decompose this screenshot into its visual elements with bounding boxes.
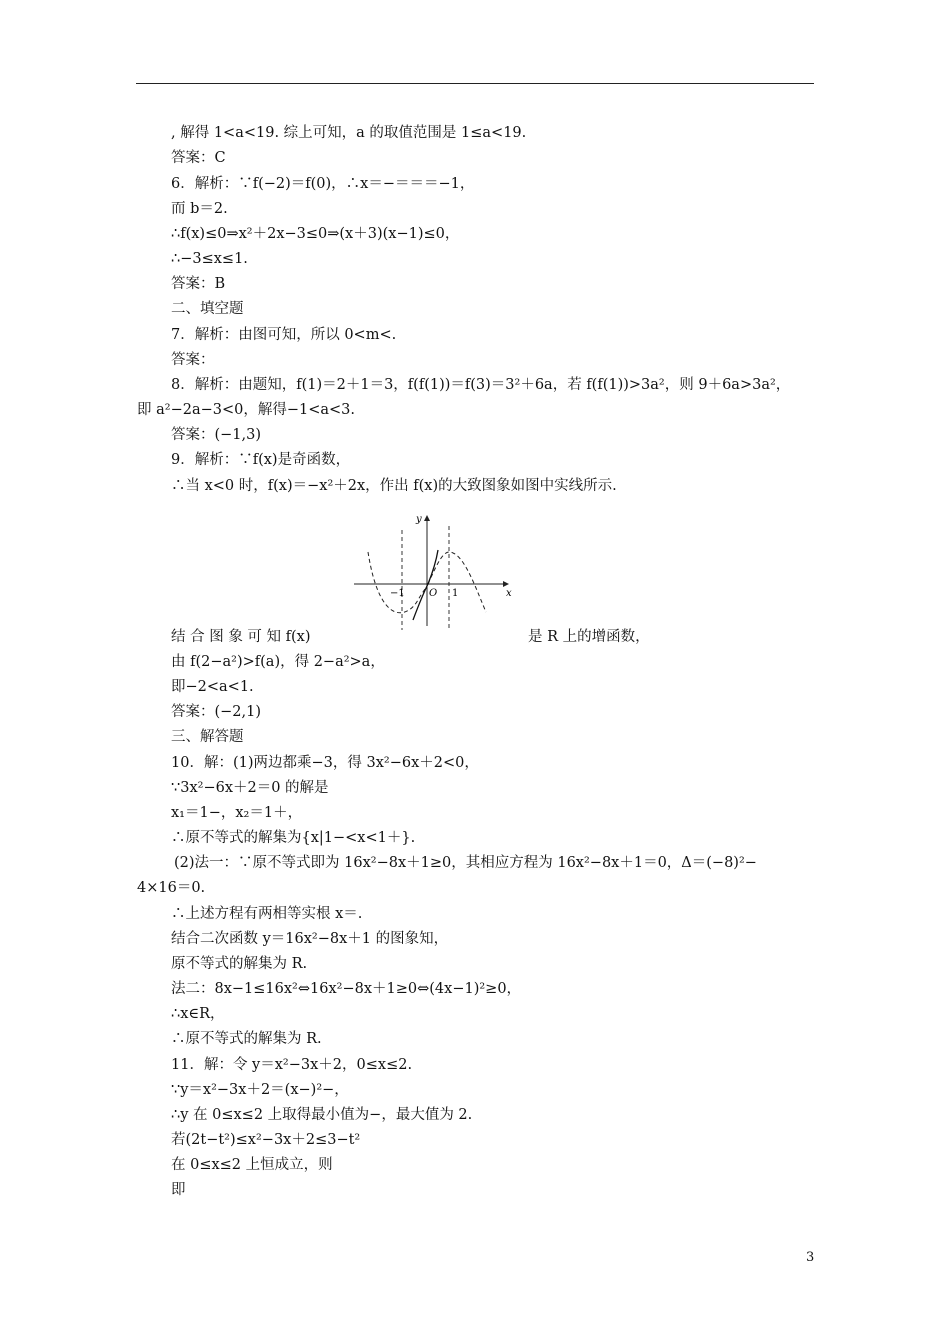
text-line: 即 a²−2a−3<0，解得−1<a<3. [137, 402, 355, 418]
y-axis-label: y [416, 514, 422, 525]
tick-label-pos1: 1 [452, 588, 459, 599]
text-line: ∴y 在 0≤x≤2 上取得最小值为−，最大值为 2. [171, 1107, 473, 1123]
text-line: 在 0≤x≤2 上恒成立，则 [171, 1157, 333, 1173]
header-rule [136, 83, 814, 84]
text-line: 6．解析：∵f(−2)＝f(0)，∴x＝−＝＝＝−1， [171, 176, 475, 192]
text-line: 结合二次函数 y＝16x²−8x＋1 的图象知， [171, 931, 449, 947]
text-line: 即 [171, 1182, 186, 1198]
text-line: ∴原不等式的解集为{x|1−<x<1＋}. [171, 830, 416, 846]
text-line: 法二：8x−1≤16x²⇔16x²−8x＋1≥0⇔(4x−1)²≥0， [171, 981, 522, 997]
text-line: ∵3x²−6x＋2＝0 的解是 [171, 780, 329, 796]
text-line: 7．解析：由图可知，所以 0<m<. [171, 327, 397, 343]
text-line: x₁＝1−，x₂＝1＋， [171, 805, 303, 821]
text-line: 4×16＝0. [137, 880, 206, 896]
text-line: ∴原不等式的解集为 R. [171, 1031, 322, 1047]
text-line: ∵y＝x²−3x＋2＝(x−)²−， [171, 1082, 349, 1098]
text-line: ∴当 x<0 时，f(x)＝−x²＋2x，作出 f(x)的大致图象如图中实线所示. [171, 478, 617, 494]
text-line: 10．解：(1)两边都乘−3，得 3x²−6x＋2<0， [171, 755, 479, 771]
dashed-curve-right [428, 552, 486, 612]
text-line: 结 合 图 象 可 知 f(x) [171, 629, 311, 645]
origin-label: O [429, 588, 438, 599]
text-line: 11．解：令 y＝x²−3x＋2，0≤x≤2. [171, 1057, 413, 1073]
tick-label-neg1: −1 [390, 588, 405, 599]
text-line: 答案：(−2,1) [171, 704, 262, 720]
page-number: 3 [806, 1250, 815, 1265]
text-line: 9．解析：∵f(x)是奇函数， [171, 452, 351, 468]
text-line: 而 b＝2. [171, 201, 228, 217]
text-line: 答案：B [171, 276, 226, 292]
function-graph [350, 508, 515, 633]
text-line: ∴−3≤x≤1. [171, 251, 248, 267]
section-heading: 三、解答题 [171, 729, 244, 745]
text-line: 若(2t−t²)≤x²−3x＋2≤3−t² [171, 1132, 361, 1148]
text-line: ∴f(x)≤0⇒x²＋2x−3≤0⇒(x＋3)(x−1)≤0， [171, 226, 460, 242]
text-line: 由 f(2−a²)>f(a)，得 2−a²>a， [171, 654, 385, 670]
solid-curve [413, 550, 438, 620]
text-line: ∴x∈R， [171, 1006, 225, 1022]
text-line: 即−2<a<1. [171, 679, 254, 695]
section-heading: 二、填空题 [171, 301, 244, 317]
text-line: 原不等式的解集为 R. [171, 956, 308, 972]
text-line: 8．解析：由题知，f(1)＝2＋1＝3，f(f(1))＝f(3)＝3²＋6a，若 f(f(1))>3a²，则 9＋6a>3a²， [171, 377, 791, 393]
text-line: (2)法一：∵原不等式即为 16x²−8x＋1≥0，其相应方程为 16x²−8x＋1＝0，Δ＝(−8)²− [174, 855, 757, 871]
text-line: 是 R 上的增函数， [528, 629, 650, 645]
text-line: 答案：C [171, 150, 226, 166]
text-line: 答案：(−1,3) [171, 427, 262, 443]
function-graph-figure [350, 508, 515, 633]
x-axis-label: x [506, 588, 512, 599]
text-line: , 解得 1<a<19. 综上可知，a 的取值范围是 1≤a<19. [171, 125, 527, 141]
text-line: 答案： [171, 352, 215, 368]
text-line: ∴上述方程有两相等实根 x＝. [171, 906, 363, 922]
